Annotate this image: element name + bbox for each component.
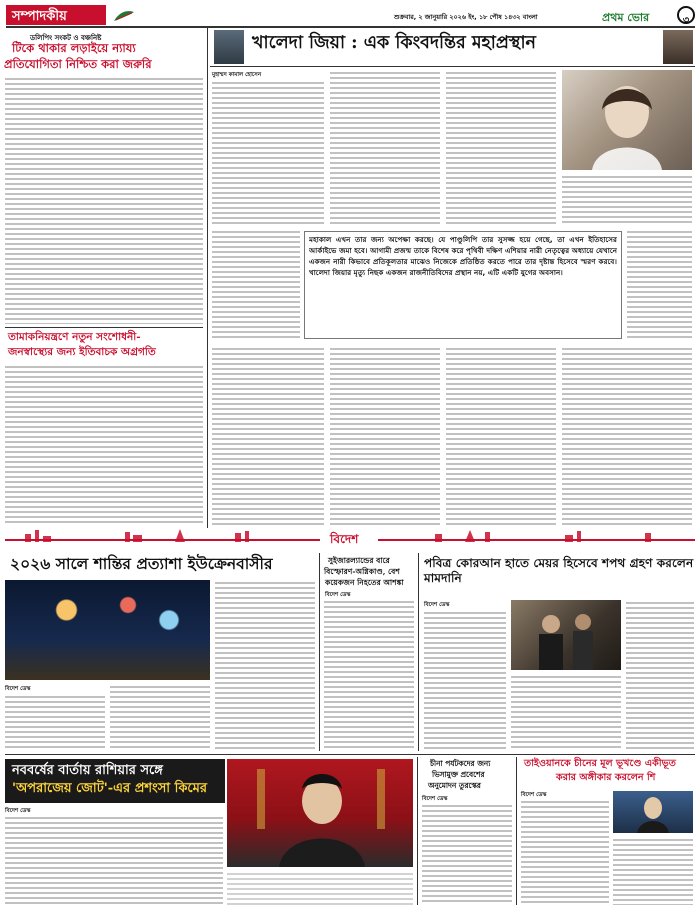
taiwan-body-col2 bbox=[613, 837, 693, 905]
side-title-line3: কয়েকজন নিহতের আশঙ্কা bbox=[325, 578, 404, 587]
mamdani-body-col1 bbox=[424, 610, 506, 750]
portrait-photo-icon bbox=[562, 70, 692, 170]
china-byline: বিদেশ ডেস্ক bbox=[422, 796, 448, 802]
china-title-line3: অনুমোদন তুরস্কের bbox=[428, 781, 481, 790]
mamdani-body-col2 bbox=[511, 674, 621, 750]
china-title-line1: চীনা পর্যটকদের জন্য bbox=[430, 759, 491, 768]
column-divider bbox=[207, 28, 208, 528]
leaf-icon bbox=[112, 8, 136, 22]
taiwan-photo bbox=[613, 791, 693, 833]
pullquote-text: মহাকাল এখন তার জন্য অপেক্ষা করছে। যে পাণ্ডুলিপি তার সুসজ্জ হয়ে গেছে, তা এখন ইতিহাসের আর্কাইভে জমা হবে। আগামী প্রজন্ম তাকে বিশেষ করে পৃথিবী দক্ষিণ এশিয়ার নারী নেতৃত্বের অধ্যায়ে যেখানে একজন নারী কিভাবে প্রতিকূলতার মাঝেও নিজেকে প্রতিষ্ঠিত করতে পারে তার দৃষ্টান্ত হিসেবে স্মরণ করবে। খালেদা জিয়ার মৃত্যু নিছক একজন রাজনীতিবিদের প্রস্থান নয়, এটি একটি যুগের অবসান। bbox=[309, 235, 617, 278]
ukraine-body-col1 bbox=[5, 694, 105, 750]
kim-title-line1: নববর্ষের বার্তায় রাশিয়ার সঙ্গে bbox=[12, 763, 163, 778]
kim-body-col2 bbox=[227, 871, 413, 905]
mamdani-title: পবিত্র কোরআন হাতে মেয়র হিসেবে শপথ গ্রহণ করলেন মামদানি bbox=[424, 556, 694, 585]
lead-byline: মুহাম্মদ কামাল হোসেন bbox=[212, 72, 262, 78]
page-number-badge bbox=[677, 6, 695, 24]
ukraine-title: ২০২৬ সালে শান্তির প্রত্যাশা ইউক্রেনবাসীর bbox=[10, 554, 273, 573]
taiwan-title-line1: তাইওয়ানকে চীনের মূল ভূখণ্ডে একীভূত bbox=[524, 758, 676, 769]
story-divider-a bbox=[319, 553, 320, 751]
people-photo-icon bbox=[511, 600, 621, 670]
china-body bbox=[422, 803, 512, 905]
lead-title-photo bbox=[214, 30, 244, 64]
lead-col3-bottom bbox=[446, 346, 556, 526]
lower-divider-b bbox=[516, 757, 517, 905]
taiwan-title-line2: করার অঙ্গীকার করলেন শি bbox=[556, 772, 656, 783]
lead-col2-top bbox=[330, 70, 440, 224]
editorial2-title-line2: জনস্বাস্থ্যের জন্য ইতিবাচক অগ্রগতি bbox=[8, 346, 156, 358]
side-title-line2: বিস্ফোরণ-অগ্নিকাণ্ড, বেশ bbox=[324, 567, 400, 576]
ukraine-byline: বিদেশ ডেস্ক bbox=[5, 686, 31, 692]
kim-title-line2: 'অপরাজেয় জোট'-এর প্রশংসা কিমের bbox=[12, 781, 208, 796]
taiwan-byline: বিদেশ ডেস্ক bbox=[521, 792, 547, 798]
taiwan-body-col1 bbox=[521, 799, 609, 905]
side-body bbox=[324, 599, 414, 750]
foreign-band-label: বিদেশ bbox=[330, 532, 359, 546]
ukraine-body-col2 bbox=[110, 684, 210, 750]
page-number: ৩ bbox=[682, 15, 690, 26]
side-title-line1: সুইজারল্যান্ডের বারে bbox=[328, 556, 390, 565]
masthead bbox=[6, 5, 695, 27]
editorial-divider bbox=[5, 327, 203, 328]
date-line: শুক্রবার, ২ জানুয়ারি ২০২৬ ইং, ১৮ পৌষ ১৪৩২ বাংলা bbox=[394, 13, 538, 21]
editorial-kicker: ডলিপিং সংকট ও বঞ্চনিষ্ট bbox=[30, 34, 102, 42]
portrait-photo-icon bbox=[227, 759, 413, 867]
lead-col1-top bbox=[212, 80, 324, 224]
lower-divider-a bbox=[417, 757, 418, 905]
kim-body-col1 bbox=[5, 815, 223, 905]
editorial-title-line2: প্রতিযোগিতা নিশ্চিত করা জরুরি bbox=[4, 57, 152, 71]
editorial-body bbox=[5, 76, 203, 324]
brand-logo bbox=[602, 6, 672, 24]
brand-name: প্রথম ভোর bbox=[602, 11, 650, 24]
editorial2-title-line1: তামাকনিয়ন্ত্রণে নতুন সংশোধনী- bbox=[8, 331, 141, 343]
editorial-title-line1: টিকে থাকার লড়াইয়ে ন্যায্য bbox=[12, 41, 136, 55]
lead-title: খালেদা জিয়া : এক কিংবদন্তির মহাপ্রস্থান bbox=[252, 33, 536, 53]
kim-photo bbox=[227, 759, 413, 867]
side-byline: বিদেশ ডেস্ক bbox=[325, 592, 351, 598]
lead-title-rule bbox=[210, 66, 695, 67]
lead-col1-mid bbox=[212, 229, 300, 341]
lead-photo-right bbox=[663, 30, 693, 64]
mamdani-byline: বিদেশ ডেস্ক bbox=[424, 602, 450, 608]
lower-row-rule bbox=[5, 754, 695, 755]
lead-col1-bottom bbox=[212, 346, 324, 526]
lead-col3-top bbox=[446, 70, 556, 224]
editorial2-body bbox=[5, 364, 203, 526]
lead-col4-bottom bbox=[562, 346, 692, 526]
china-title-line2: ভিসামুক্ত প্রবেশের bbox=[432, 770, 485, 779]
ukraine-photo bbox=[5, 580, 210, 680]
lead-col2-bottom bbox=[330, 346, 440, 526]
mamdani-body-col3 bbox=[626, 600, 694, 750]
section-title: সম্পাদকীয় bbox=[12, 9, 67, 24]
ukraine-body-col3 bbox=[215, 580, 315, 750]
story-divider-b bbox=[418, 553, 419, 751]
lead-col4-mid bbox=[627, 229, 692, 341]
kim-byline: বিদেশ ডেস্ক bbox=[5, 808, 31, 814]
mamdani-photo bbox=[511, 600, 621, 670]
lead-col4-top bbox=[562, 174, 692, 224]
portrait-photo-icon bbox=[613, 791, 693, 833]
lead-photo bbox=[562, 70, 692, 170]
